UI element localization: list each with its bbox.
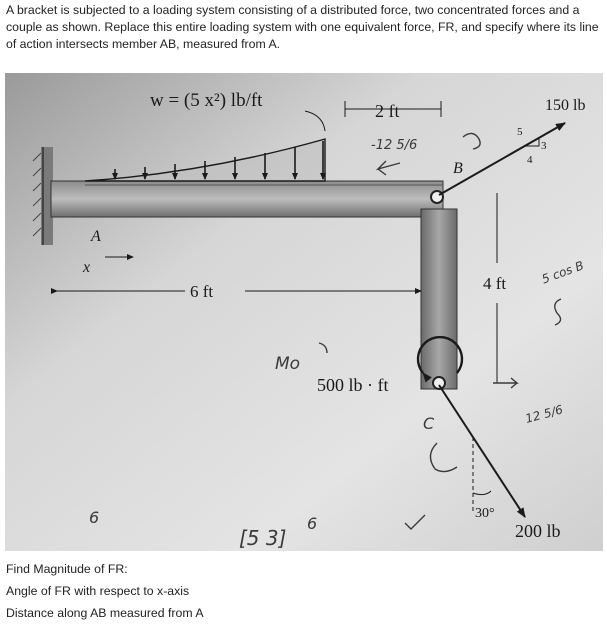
- handwriting-c: C: [423, 414, 435, 433]
- dim-2ft-label: 2 ft: [375, 101, 400, 121]
- handwriting-mo: Mo: [275, 354, 301, 374]
- couple-label: 500 lb · ft: [317, 375, 389, 395]
- handwriting-right-mid: 12 5/6: [523, 402, 565, 426]
- handwriting-bottom-mid: [5 3]: [239, 526, 287, 550]
- slope-4-label: 4: [527, 154, 533, 166]
- load-label: w = (5 x²) lb/ft: [150, 90, 263, 111]
- vertical-member: [421, 209, 457, 389]
- pin-c: [433, 377, 445, 389]
- force-150-label: 150 lb: [545, 97, 586, 114]
- handwriting-right-top: 5 cos B: [539, 258, 586, 287]
- question-angle: Angle of FR with respect to x-axis: [6, 584, 190, 598]
- handwriting-bottom-exp: 6: [307, 514, 318, 533]
- point-b-label: B: [453, 160, 463, 177]
- point-a-label: A: [91, 228, 101, 245]
- slope-5-label: 5: [517, 126, 523, 138]
- angle-30-label: 30°: [475, 506, 495, 521]
- member-ab: [51, 181, 443, 217]
- force-200-label: 200 lb: [515, 521, 561, 541]
- handwriting-top: -12 5/6: [371, 138, 418, 153]
- dim-6ft-label: 6 ft: [190, 282, 214, 301]
- bracket-figure: [5, 73, 603, 551]
- slope-3-label: 3: [541, 140, 547, 152]
- handwriting-bottom-left: 6: [89, 508, 100, 527]
- question-magnitude: Find Magnitude of FR:: [6, 562, 128, 576]
- dim-4ft-label: 4 ft: [483, 274, 507, 293]
- problem-statement: A bracket is subjected to a loading system consisting of a distributed force, two concentrated forces and a couple as shown. Replace this entire loading system with one equivalent force, FR, and specify where its line of action intersects member AB, measured from A.: [6, 3, 599, 51]
- question-distance: Distance along AB measured from A: [6, 606, 204, 620]
- x-axis-label: x: [83, 259, 91, 276]
